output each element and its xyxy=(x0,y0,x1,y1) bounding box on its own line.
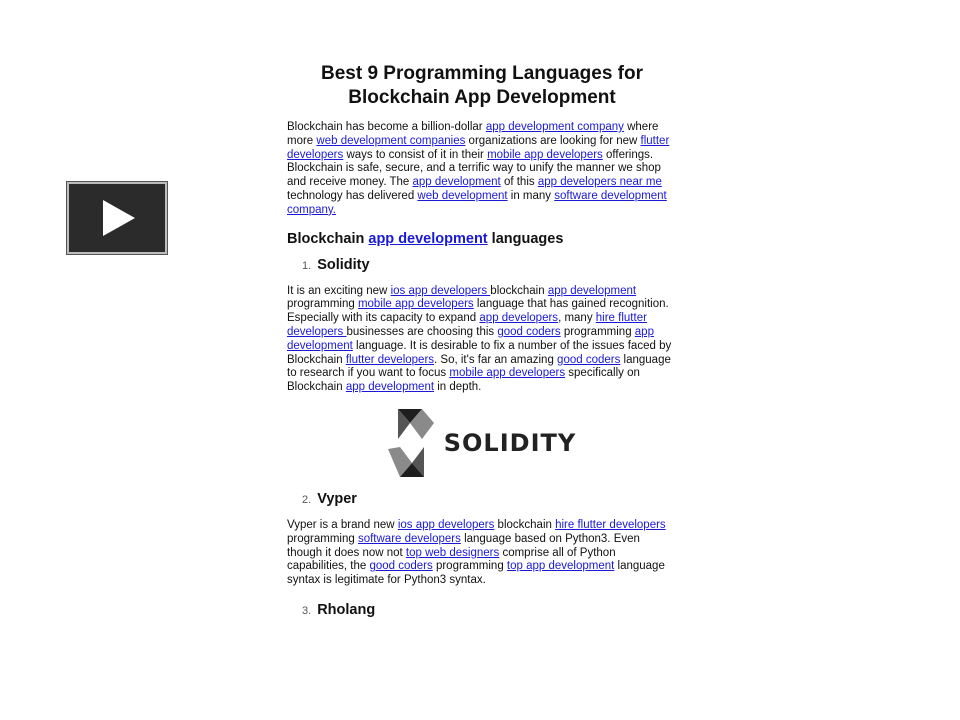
inline-link[interactable]: good coders xyxy=(497,325,561,338)
item-heading-solidity xyxy=(302,257,677,273)
solidity-logo-wordmark: SOLIDITY xyxy=(443,428,577,457)
vyper-paragraph: Vyper is a brand new ios app developers blockchain hire flutter developers programming software developers language based on Python3. Even though it does now not top web designers comprise all of Python capabilities, the good coders programming top app development language syntax is legitimate for Python3 syntax. xyxy=(287,518,666,587)
inline-link[interactable]: web development companies xyxy=(316,134,466,147)
inline-link[interactable]: app developers near me xyxy=(537,176,662,189)
section-heading-prefix: Blockchain xyxy=(287,230,369,247)
inline-link[interactable]: app development company xyxy=(485,121,624,133)
inline-link[interactable]: hire flutter developers xyxy=(555,518,666,531)
inline-link[interactable]: ios app developers xyxy=(397,518,495,531)
item-heading-rholang xyxy=(302,602,677,618)
inline-link[interactable]: app development xyxy=(345,381,435,394)
solidity-paragraph: It is an exciting new ios app developers blockchain app development programming mobile app developers language that has gained recognition. Especially with its capacity to expand app developers, many hire flutter developers businesses are choosing this good coders programming app development language. It is desirable to fix a number of the issues faced by Blockchain flutter developers. So, it's far an amazing good coders language to research if you want to focus mobile app developers specifically on Blockchain app development in depth. xyxy=(287,284,672,394)
solidity-logo xyxy=(287,409,677,477)
inline-link[interactable]: good coders xyxy=(557,353,621,366)
item-number: 1. xyxy=(302,259,312,272)
item-number: 3. xyxy=(302,604,312,617)
inline-link[interactable]: ios app developers xyxy=(390,284,491,297)
inline-link[interactable]: top web designers xyxy=(405,546,500,559)
inline-link[interactable]: mobile app developers xyxy=(449,367,566,380)
item-title: Rholang xyxy=(317,601,376,618)
document-title: Best 9 Programming Languages for Blockchain App Development xyxy=(320,63,643,108)
item-heading-vyper xyxy=(302,491,677,507)
item-title: Vyper xyxy=(317,490,357,507)
video-play-button[interactable] xyxy=(67,182,167,254)
item-title: Solidity xyxy=(317,256,370,273)
inline-link[interactable]: web development xyxy=(417,189,508,202)
inline-link[interactable]: app development xyxy=(412,176,501,189)
document-page xyxy=(287,62,677,630)
play-icon xyxy=(69,184,165,252)
inline-link[interactable]: flutter developers xyxy=(345,353,435,366)
inline-link[interactable]: app development xyxy=(547,284,637,297)
item-number: 2. xyxy=(302,493,312,506)
section-heading-link[interactable]: app development xyxy=(368,230,488,247)
inline-link[interactable]: top app development xyxy=(506,560,615,573)
inline-link[interactable]: hire flutter developers xyxy=(287,312,647,338)
intro-paragraph: Blockchain has become a billion-dollar app development company where more web development companies organizations are looking for new flutter developers ways to consist of it in their mobile app developers offerings. Blockchain is safe, secure, and a terrific way to unify the manner we shop and receive money. The app development of this app developers near me technology has delivered web development in many software development company. xyxy=(287,121,670,216)
inline-link[interactable]: mobile app developers xyxy=(487,148,603,161)
section-heading-suffix: languages xyxy=(487,230,564,247)
solidity-logo-icon xyxy=(388,409,434,477)
inline-link[interactable]: software development company. xyxy=(287,189,667,216)
inline-link[interactable]: good coders xyxy=(369,560,433,573)
inline-link[interactable]: app development xyxy=(287,325,654,352)
inline-link[interactable]: flutter developers xyxy=(287,134,670,161)
section-heading xyxy=(287,231,677,247)
inline-link[interactable]: mobile app developers xyxy=(357,298,474,311)
inline-link[interactable]: app developers xyxy=(479,312,559,325)
inline-link[interactable]: software developers xyxy=(357,532,461,545)
